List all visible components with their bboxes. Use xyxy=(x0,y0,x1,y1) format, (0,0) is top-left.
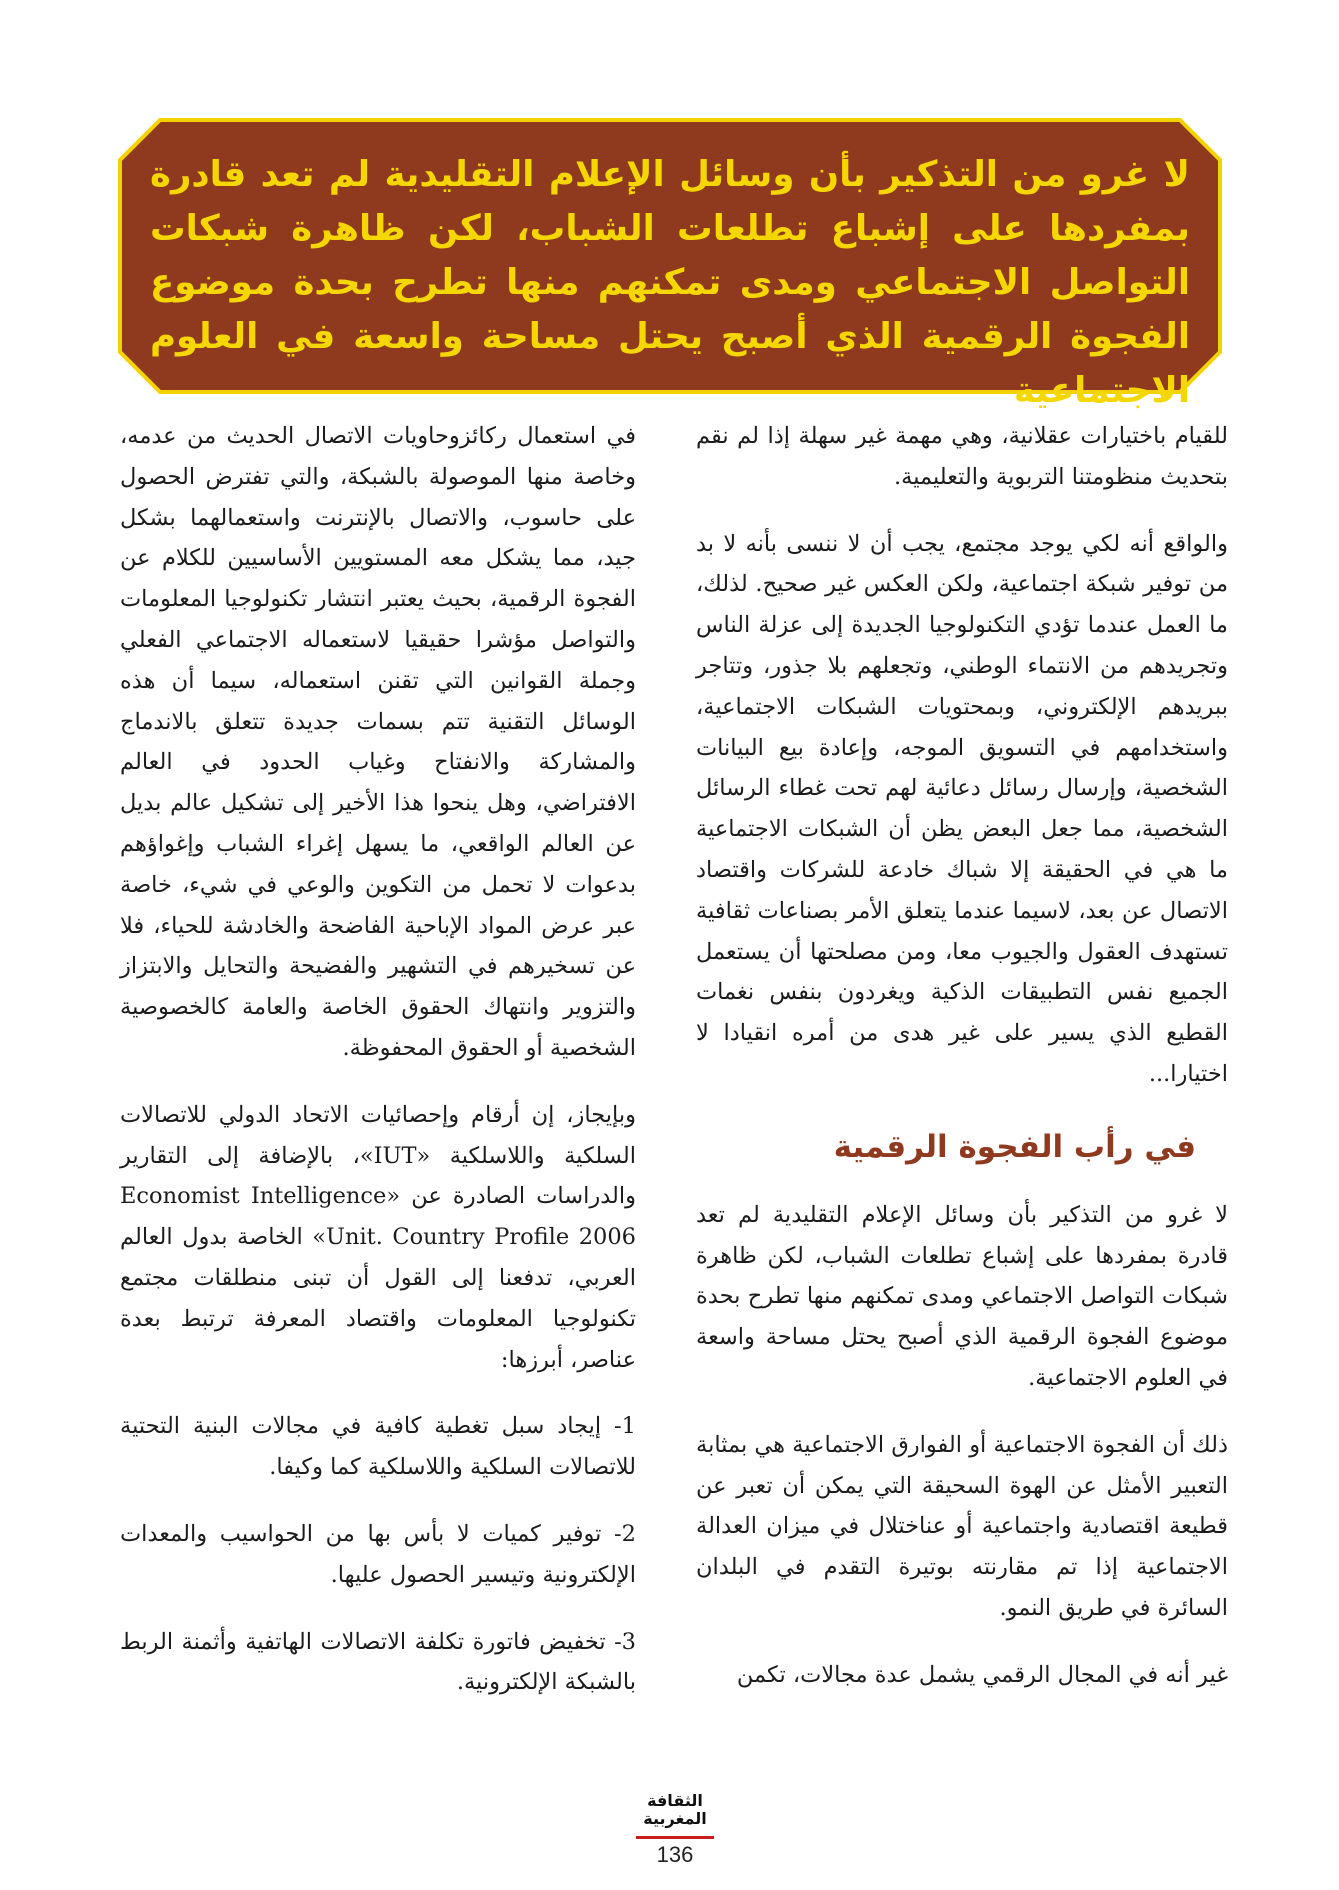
paragraph: غير أنه في المجال الرقمي يشمل عدة مجالات، تكمن xyxy=(736,1661,1228,1688)
logo-underline xyxy=(636,1836,714,1839)
logo-line: الثقافة xyxy=(647,1791,703,1810)
page-number: 136 xyxy=(656,1842,694,1867)
paragraph: للقيام باختيارات عقلانية، وهي مهمة غير سهلة إذا لم نقم بتحديث منظومتنا التربوية والتعليمية. xyxy=(696,423,1228,490)
callout-quote: لا غرو من التذكير بأن وسائل الإعلام التقليدية لم تعد قادرة بمفردها على إشباع تطلعات الشباب، لكن ظاهرة شبكات التواصل الاجتماعي ومدى تمكنهم منها تطرح بحدة موضوع الفجوة الرقمية الذي أصبح يحتل مساحة واسعة في العلوم الاجتماعية xyxy=(150,154,1190,411)
logo-line: المغربية xyxy=(643,1809,707,1828)
list-item: 3- تخفيض فاتورة تكلفة الاتصالات الهاتفية وأثمنة الربط بالشبكة الإلكترونية. xyxy=(120,1628,636,1696)
paragraph: في استعمال ركائزوحاويات الاتصال الحديث من عدمه، وخاصة منها الموصولة بالشبكة، والتي تفترض الحصول على حاسوب، والاتصال بالإنترنت واستعمالهما بشكل جيد، مما يشكل معه المستويين الأساسيين للكلام عن الفجوة الرقمية، بحيث يعتبر انتشار تكنولوجيا المعلومات والتواصل مؤشرا حقيقيا لاستعماله الاجتماعي الفعلي وجملة القوانين التي تقنن استعماله، سيما أن هذه الوسائل التقنية تتم بسمات جديدة تتعلق بالاندماج والمشاركة والانفتاح وغياب الحدود في العالم الافتراضي، وهل ينحوا هذا الأخير إلى تشكيل عالم بديل عن العالم الواقعي، ما يسهل إغراء الشباب وإغواؤهم بدعوات لا تحمل من التكوين والوعي في شيء، خاصة عبر عرض المواد الإباحية الفاضحة والخادشة للحياء، فلا عن تسخيرهم في التشهير والفضيحة والتحايل والابتزاز والتزوير وانتهاك الحقوق الخاصة والعامة كالخصوصية الشخصية أو الحقوق المحفوظة. xyxy=(120,423,636,1061)
paragraph: والواقع أنه لكي يوجد مجتمع، يجب أن لا ننسى بأنه لا بد من توفير شبكة اجتماعية، ولكن العكس غير صحيح. لذلك، ما العمل عندما تؤدي التكنولوجيا الجديدة إلى عزلة الناس وتجريدهم من الانتماء الوطني، وتجعلهم بلا جذور، وتتاجر ببريدهم الإلكتروني، وبمحتويات الشبكات الاجتماعية، واستخدامهم في التسويق الموجه، وإعادة بيع البيانات الشخصية، وإرسال رسائل دعائية لهم تحت غطاء الرسائل الشخصية، مما جعل البعض يظن أن الشبكات الاجتماعية ما هي في الحقيقة إلا شباك خادعة للشركات واقتصاد الاتصال عن بعد، لاسيما عندما يتعلق الأمر بصناعات ثقافية تستهدف العقول والجيوب معا، ومن مصلحتها أن يستعمل الجميع نفس التطبيقات الذكية ويغردون بنفس نغمات القطيع الذي يسير على غير هدى من أمره انقيادا لا اختيارا... xyxy=(696,530,1228,1087)
paragraph: وبإيجاز، إن أرقام وإحصائيات الاتحاد الدولي للاتصالات السلكية واللاسلكية «IUT»، بالإضافة إلى التقارير والدراسات الصادرة عن «Economist Intelligence Unit. Country Profile 2006» الخاصة بدول العالم العربي، تدفعنا إلى القول أن تبنى منطلقات مجتمع تكنولوجيا المعلومات واقتصاد المعرفة ترتبط بعدة عناصر، أبرزها: xyxy=(120,1101,637,1373)
right-column xyxy=(696,416,1228,1722)
section-heading: في رأب الفجوة الرقمية xyxy=(833,1128,1196,1165)
paragraph: لا غرو من التذكير بأن وسائل الإعلام التقليدية لم تعد قادرة بمفردها على إشباع تطلعات الشباب، لكن ظاهرة شبكات التواصل الاجتماعي ومدى تمكنهم منها تطرح بحدة موضوع الفجوة الرقمية الذي أصبح يحتل مساحة واسعة في العلوم الاجتماعية. xyxy=(696,1201,1228,1391)
list-item: 1- إيجاد سبل تغطية كافية في مجالات البنية التحتية للاتصالات السلكية واللاسلكية كما وكيفا. xyxy=(120,1413,636,1481)
list-item: 2- توفير كميات لا بأس بها من الحواسيب والمعدات الإلكترونية وتيسير الحصول عليها. xyxy=(120,1520,636,1588)
paragraph: ذلك أن الفجوة الاجتماعية أو الفوارق الاجتماعية هي بمثابة التعبير الأمثل عن الهوة السحيقة التي يمكن أن تعبر عن قطيعة اقتصادية واجتماعية أو عناختلال في ميزان العدالة الاجتماعية إذا تم مقارنته بوتيرة التقدم في البلدان السائرة في طريق النمو. xyxy=(696,1431,1228,1621)
magazine-logo xyxy=(636,1792,714,1834)
left-column xyxy=(120,416,636,1729)
